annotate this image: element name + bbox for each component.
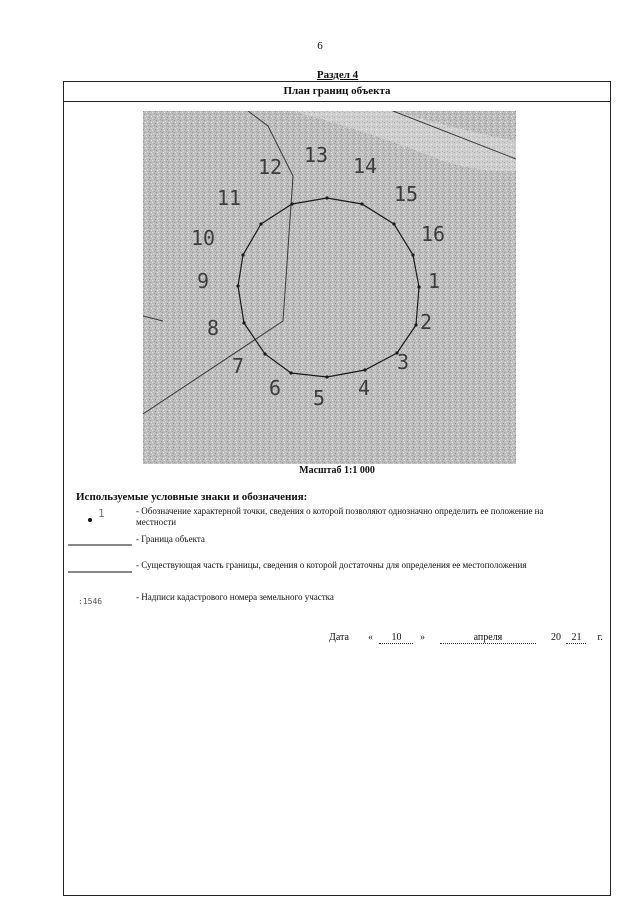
point-label-6: 6 [268,376,282,400]
boundary-vertex-2 [414,323,417,326]
date-line [329,632,603,644]
point-label-5: 5 [312,386,326,410]
boundary-vertex-12 [290,202,293,205]
point-description: - Обозначение характерной точки, сведения о которой позволяют однозначно определить ее положение на местности [136,506,544,527]
point-label-8: 8 [206,316,220,340]
boundary-description: - Граница объекта [136,534,205,544]
date-close-quote: » [419,632,425,643]
boundary-vertex-15 [392,222,395,225]
boundary-vertex-11 [259,222,262,225]
boundary-vertex-8 [242,321,245,324]
date-month: апреля [440,632,536,644]
point-label-9: 9 [196,269,210,293]
page-number: 6 [317,40,323,52]
date-open-quote: « [367,632,373,643]
boundary-vertex-16 [411,253,414,256]
boundary-vertex-9 [236,284,239,287]
point-label-12: 12 [257,155,283,179]
point-label-7: 7 [231,354,245,378]
date-day: 10 [379,632,413,644]
legend-title: Используемые условные знаки и обозначения: [76,491,308,503]
boundary-plan-frame [63,81,611,896]
cadastral-description: - Надписи кадастрового номера земельного участка [136,592,334,602]
cadastral-symbol [68,592,132,620]
frame-header: План границ объекта [64,82,610,102]
boundary-vertex-13 [325,196,328,199]
boundary-vertex-7 [263,352,266,355]
cadastral-sample-text: :1546 [78,597,103,606]
boundary-vertex-14 [360,202,363,205]
date-label: Дата [329,632,349,643]
point-symbol [68,506,132,534]
point-label-2: 2 [419,310,433,334]
point-label-3: 3 [396,350,410,374]
boundary-vertex-4 [363,368,366,371]
existing-description: - Существующая часть границы, сведения о которой достаточны для определения ее местоположения [136,560,527,570]
date-year-unit: г. [597,632,603,643]
point-label-1: 1 [427,269,441,293]
boundary-vertex-10 [241,253,244,256]
date-year-suffix: 21 [566,632,586,644]
boundary-vertex-6 [289,371,292,374]
point-sample-text: 1 [98,507,105,520]
point-label-15: 15 [393,182,419,206]
point-label-11: 11 [216,186,242,210]
boundary-vertex-5 [325,375,328,378]
boundary-line-symbol [68,534,132,548]
point-label-13: 13 [303,143,329,167]
point-label-10: 10 [190,226,216,250]
boundary-map [143,111,516,464]
existing-line-symbol [68,560,132,574]
section-title: Раздел 4 [316,69,359,81]
boundary-vertex-1 [417,285,420,288]
date-year-prefix: 20 [550,632,561,643]
point-label-14: 14 [352,154,378,178]
scale-label: Масштаб 1:1 000 [299,465,375,476]
point-label-4: 4 [357,376,371,400]
point-label-16: 16 [420,222,446,246]
